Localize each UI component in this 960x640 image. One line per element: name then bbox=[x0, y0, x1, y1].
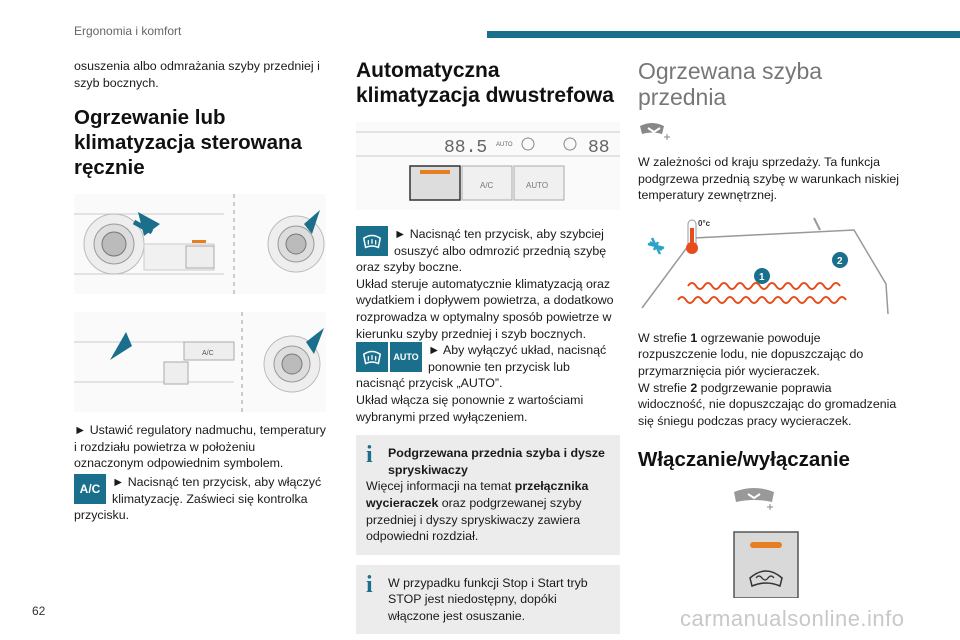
para3-zone: 2 bbox=[690, 380, 698, 395]
snowflake-icon bbox=[648, 238, 664, 254]
steering-stalk-icon bbox=[638, 118, 672, 144]
heading-on-off: Włączanie/wyłączanie bbox=[638, 448, 850, 472]
ac-step-tail: przycisku. bbox=[74, 508, 130, 523]
note-1-bold: przełącznika wycieraczek bbox=[366, 479, 589, 510]
auto-ac-panel-figure bbox=[356, 122, 620, 210]
heading-manual-ac: Ogrzewanie lub klimatyzacja sterowana ręcznie bbox=[74, 106, 302, 180]
zone-1-label: 1 bbox=[759, 271, 765, 283]
panel-auto-small: AUTO bbox=[496, 142, 513, 148]
watermark: carmanualsonline.info bbox=[680, 606, 905, 631]
manual-knobs-upper-figure bbox=[74, 194, 326, 294]
note-1-text-b: oraz podgrzewanej szyby przedniej i dyszy spryskiwaczy zawiera odpowiedni rozdział. bbox=[366, 495, 582, 544]
note-stop-start bbox=[356, 565, 620, 635]
defrost-instruction bbox=[356, 226, 620, 259]
windshield-defrost-icon bbox=[361, 346, 383, 368]
heated-windscreen-button[interactable] bbox=[734, 532, 798, 598]
panel-ac-label: A/C bbox=[480, 181, 494, 190]
para2-zone: 1 bbox=[690, 330, 698, 345]
svg-text:88: 88 bbox=[588, 138, 610, 158]
para3-a: W strefie bbox=[638, 380, 691, 395]
para2-a: W strefie bbox=[638, 330, 691, 345]
auto-off-step-tail: nacisnąć przycisk „AUTO”. bbox=[356, 376, 503, 391]
header-section-title: Ergonomia i komfort bbox=[74, 24, 182, 38]
info-icon: i bbox=[366, 442, 373, 469]
heading-heated-windscreen: Ogrzewana szyba przednia bbox=[638, 58, 823, 110]
zone-2-label: 2 bbox=[837, 255, 843, 267]
note-1-text-a: Więcej informacji na temat bbox=[366, 479, 515, 494]
steering-stalk-icon-2 bbox=[734, 488, 774, 502]
intro-text: osuszenia albo odmrażania szyby przedniej i szyb bocznych. bbox=[74, 59, 320, 90]
auto-button-icon: AUTO bbox=[390, 342, 422, 372]
defrost-step-text: ► Nacisnąć ten przycisk, aby szybciej osuszyć albo odmrozić przednią szybę bbox=[394, 227, 607, 258]
manual-controls-illustration-2 bbox=[74, 312, 326, 412]
temp-0c-label: 0°c bbox=[698, 218, 711, 228]
auto-para-2: Układ włącza się ponownie z wartościami wybranymi przed wyłączeniem. bbox=[356, 392, 584, 424]
auto-para-1: Układ steruje automatycznie klimatyzacją oraz wydatkiem i dopływem powietrza, a dodatkowo rozprowadza w optymalny sposób powietrze w kierunku szyby przedniej i szyb bocznych. bbox=[356, 276, 614, 341]
heading-auto-ac: Automatyczna klimatyzacja dwustrefowa bbox=[356, 59, 614, 107]
note-1-body bbox=[366, 478, 610, 544]
defrost-button-icon-2 bbox=[356, 342, 388, 372]
page-number: 62 bbox=[32, 604, 46, 618]
panel-auto-label: AUTO bbox=[526, 181, 549, 190]
manual-controls-illustration-1 bbox=[74, 194, 326, 294]
defrost-step-tail: oraz szyby boczne. bbox=[356, 260, 463, 275]
auto-off-step-text: ► Aby wyłączyć układ, nacisnąć ponownie ten przycisk lub bbox=[428, 343, 607, 374]
manual-step-1: ► Ustawić regulatory nadmuchu, temperatury i rozdziału powietrza w położeniu oznaczonym odpowiednim symbolem. bbox=[74, 423, 326, 471]
windscreen-illustration bbox=[638, 214, 900, 318]
note-heated-windscreen bbox=[356, 435, 620, 555]
windscreen-zones-figure bbox=[638, 214, 900, 318]
manual-knobs-lower-figure bbox=[74, 312, 326, 412]
note-1-title: Podgrzewana przednia szyba i dysze spryskiwaczy bbox=[388, 446, 605, 477]
ac-instruction bbox=[74, 474, 326, 507]
ac-button-icon: A/C bbox=[74, 474, 106, 504]
ac-step-text: ► Nacisnąć ten przycisk, aby włączyć klimatyzację. Zaświeci się kontrolka bbox=[112, 474, 322, 506]
info-icon: i bbox=[366, 571, 373, 598]
defrost-button-icon bbox=[356, 226, 388, 256]
column-left bbox=[74, 58, 326, 524]
para2-c: ogrzewanie powoduje rozpuszczenie lodu, nie dopuszczając do przymarznięcia piór wycieraczek. bbox=[638, 330, 864, 378]
heat-waves bbox=[678, 283, 846, 303]
on-off-figure bbox=[638, 482, 900, 598]
heated-para-2 bbox=[638, 330, 900, 380]
note-2-first: W przypadku funkcji Stop i Start tryb bbox=[388, 575, 588, 590]
heated-para-3 bbox=[638, 380, 900, 430]
header-accent-bar bbox=[487, 31, 960, 38]
para3-c: podgrzewanie poprawia widoczność, nie dopuszczając do gromadzenia się śniegu podczas pracy wycieraczek. bbox=[638, 380, 897, 428]
windshield-defrost-icon bbox=[361, 230, 383, 252]
panel-temp-label: 88.5 bbox=[444, 138, 488, 158]
fig-ac-label: A/C bbox=[202, 350, 214, 358]
note-2-rest: STOP jest niedostępny, dopóki włączone jest osuszanie. bbox=[388, 592, 557, 623]
column-right bbox=[638, 58, 900, 598]
auto-panel-illustration bbox=[356, 122, 620, 210]
heated-para-1: W zależności od kraju sprzedaży. Ta funkcja podgrzewa przednią szybę w warunkach niskiej temperatury zewnętrznej. bbox=[638, 155, 900, 203]
auto-off-instruction bbox=[356, 342, 620, 375]
column-middle bbox=[356, 58, 620, 634]
